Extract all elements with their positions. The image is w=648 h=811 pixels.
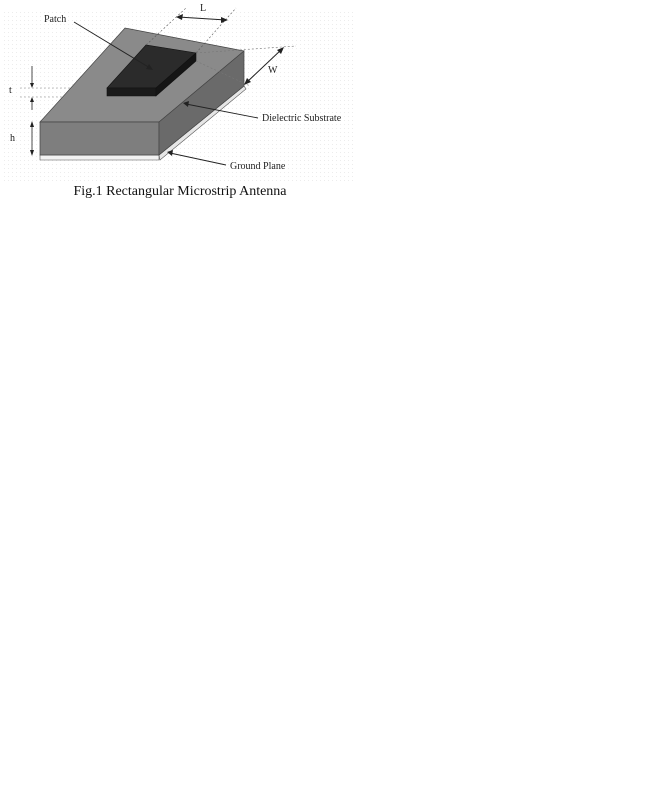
label-patch: Patch	[44, 14, 67, 25]
label-l: L	[200, 3, 207, 14]
microstrip-antenna-diagram	[0, 0, 360, 185]
label-ground-plane: Ground Plane	[230, 161, 286, 172]
label-w: W	[268, 65, 278, 76]
label-h: h	[10, 133, 15, 144]
figure-caption: Fig.1 Rectangular Microstrip Antenna	[73, 184, 287, 199]
figure	[0, 0, 360, 210]
substrate-front	[40, 122, 159, 155]
ground-plane	[40, 155, 159, 160]
label-t: t	[9, 85, 12, 96]
patch-front	[107, 88, 156, 96]
label-dielectric-substrate: Dielectric Substrate	[262, 113, 342, 124]
